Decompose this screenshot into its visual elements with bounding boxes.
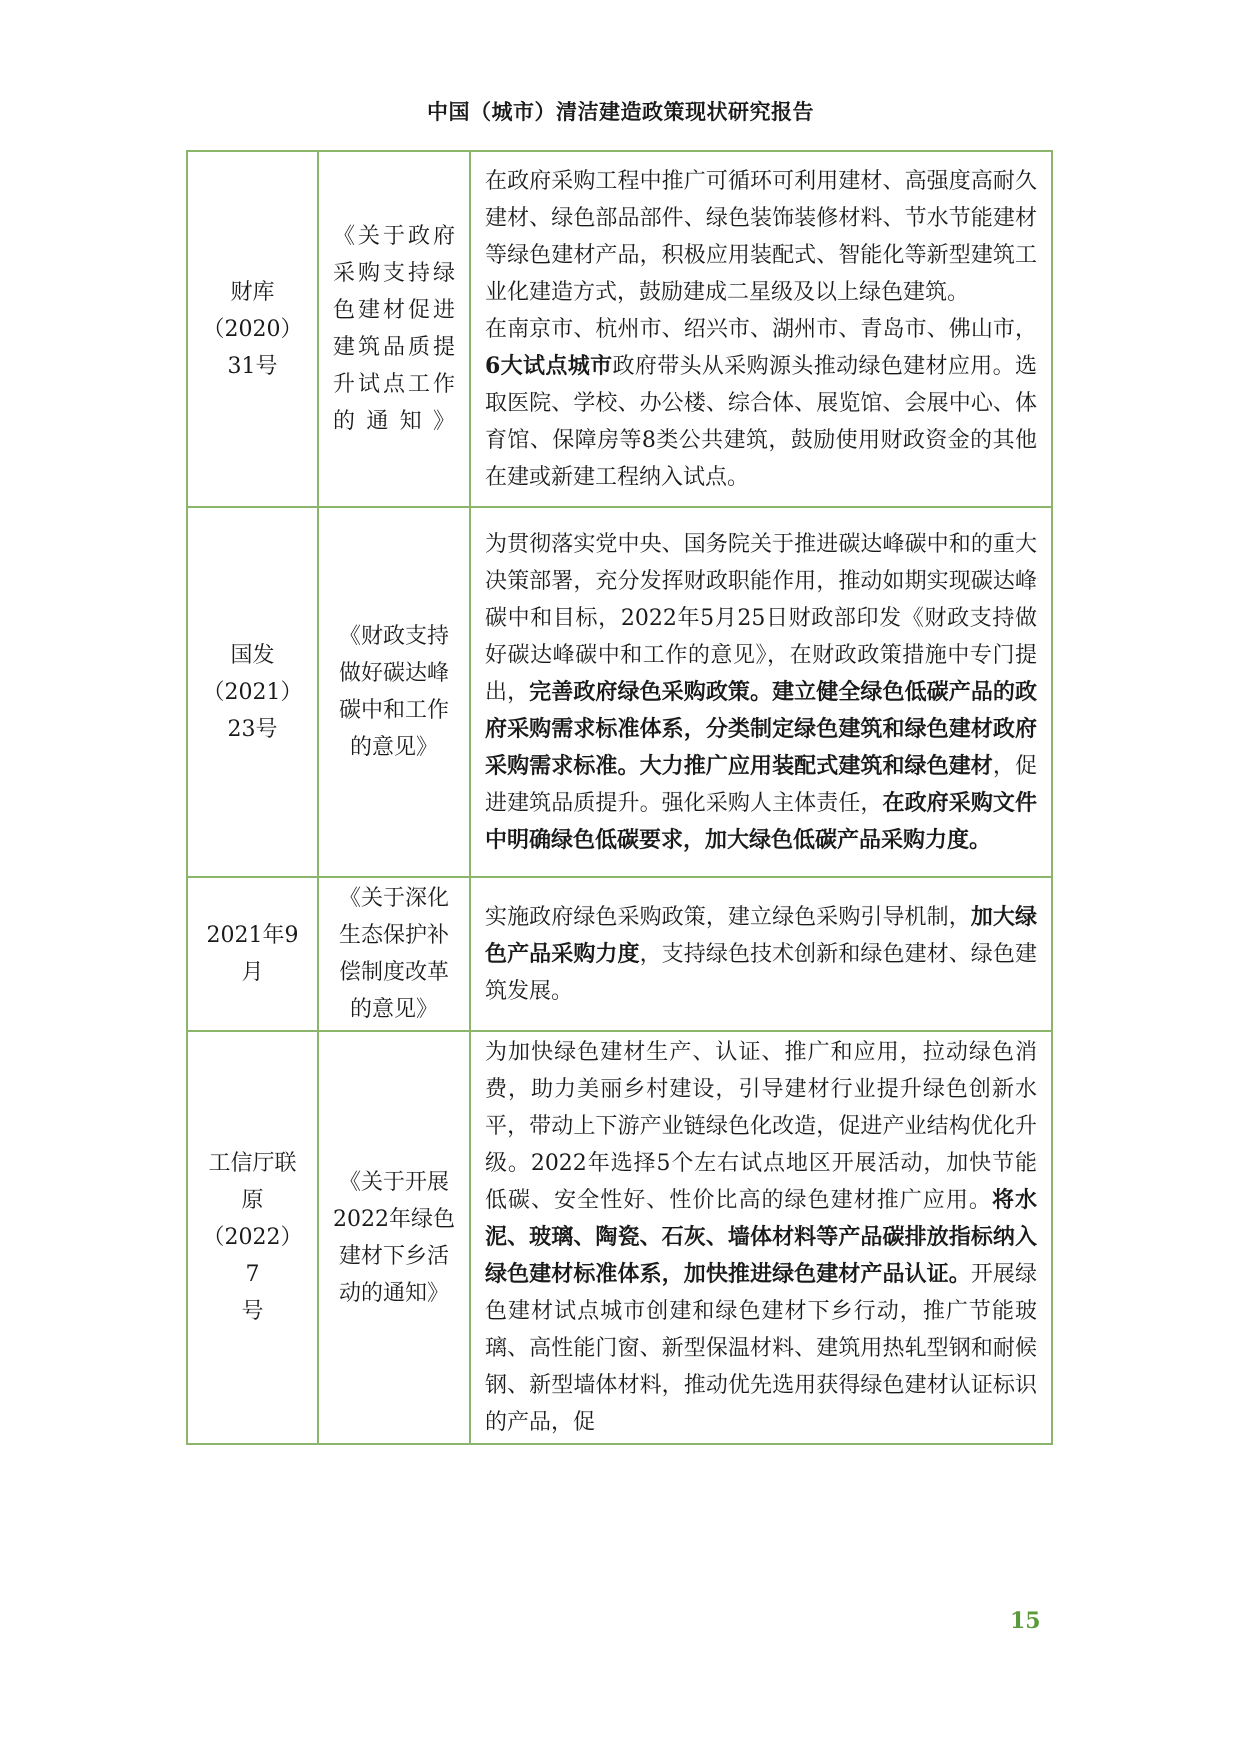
content-text: 实施政府绿色采购政策，建立绿色采购引导机制， (485, 904, 971, 930)
doc-number-line: 号 (241, 1299, 264, 1324)
content-cell (470, 151, 1052, 507)
page-number: 15 (1010, 1608, 1041, 1634)
content-cell (470, 1031, 1052, 1444)
table-row (187, 1031, 1052, 1444)
doc-number-line: 国发 (230, 642, 275, 668)
content-bold-text: 将水泥、玻璃、陶瓷、石灰、墙体材料等产品碳排放指标纳入绿色建材标准体系，加快推进绿色建材产品认证。 (485, 1187, 1037, 1287)
doc-title-cell: 《财政支持做好碳达峰碳中和工作的意见》 (318, 507, 470, 877)
table-row (187, 151, 1052, 507)
content-text: 为贯彻落实党中央、国务院关于推进碳达峰碳中和的重大决策部署，充分发挥财政职能作用，推动如期实现碳达峰碳中和目标，2022年5月25日财政部印发《财政支持做好碳达峰碳中和工作的意见》，在财政政策措施中专门提出， (485, 531, 1037, 705)
doc-title-cell: 《关于深化生态保护补偿制度改革的意见》 (318, 877, 470, 1031)
content-bold-text: 在政府采购文件中明确绿色低碳要求，加大绿色低碳产品采购力度。 (485, 789, 1037, 853)
doc-number-cell (187, 151, 318, 507)
content-cell (470, 877, 1052, 1031)
doc-title-cell: 《关于政府采购支持绿色建材促进建筑品质提升试点工作的通知》 (318, 151, 470, 507)
doc-number-line: 2021年9 (206, 923, 299, 948)
content-paragraph (485, 899, 1037, 1010)
policy-table (186, 150, 1053, 1445)
content-bold-text: 加大绿色产品采购力度 (485, 903, 1037, 967)
content-paragraph (485, 163, 1037, 311)
page-header-title: 中国（城市）清洁建造政策现状研究报告 (427, 100, 814, 124)
doc-title-cell: 《关于开展2022年绿色建材下乡活动的通知》 (318, 1031, 470, 1444)
content-text: 为加快绿色建材生产、认证、推广和应用，拉动绿色消费，助力美丽乡村建设，引导建材行业提升绿色创新水平，带动上下游产业链绿色化改造，促进产业结构优化升级。2022年选择5个左右试点地区开展活动，加快节能低碳、安全性好、性价比高的绿色建材推广应用。 (485, 1040, 1037, 1213)
doc-number-line: 原 (241, 1188, 264, 1213)
doc-number-cell (187, 1031, 318, 1444)
content-text: 开展绿色建材试点城市创建和绿色建材下乡行动，推广节能玻璃、高性能门窗、新型保温材料、建筑用热轧型钢和耐候钢、新型墙体材料，推动优先选用获得绿色建材认证标识的产品，促 (485, 1262, 1037, 1435)
doc-number-line: 月 (241, 960, 264, 985)
content-bold-text: 完善政府绿色采购政策。建立健全绿色低碳产品的政府采购需求标准体系，分类制定绿色建筑和绿色建材政府采购需求标准。大力推广应用装配式建筑和绿色建材 (485, 678, 1037, 779)
doc-number-cell (187, 877, 318, 1031)
content-text: ，支持绿色技术创新和绿色建材、绿色建筑发展。 (485, 941, 1037, 1004)
content-bold-text: 6大试点城市 (485, 352, 613, 379)
doc-number-cell (187, 507, 318, 877)
doc-number-line: （2021） (202, 679, 303, 705)
doc-number-line: 31号 (227, 353, 278, 379)
doc-number-line: 财库 (230, 279, 275, 305)
content-text: 在政府采购工程中推广可循环可利用建材、高强度高耐久建材、绿色部品部件、绿色装饰装修材料、节水节能建材等绿色建材产品，积极应用装配式、智能化等新型建筑工业化建造方式，鼓励建成二星级及以上绿色建筑。 (485, 168, 1037, 305)
content-paragraph (485, 526, 1037, 859)
content-text: 政府带头从采购源头推动绿色建材应用。选取医院、学校、办公楼、综合体、展览馆、会展中心、体育馆、保障房等8类公共建筑，鼓励使用财政资金的其他在建或新建工程纳入试点。 (485, 353, 1037, 490)
doc-number-line: 23号 (227, 716, 278, 742)
content-paragraph (485, 311, 1037, 496)
doc-number-line: 工信厅联 (208, 1151, 297, 1176)
content-paragraph (485, 1034, 1037, 1441)
table-row (187, 877, 1052, 1031)
doc-number-line: （2020） (202, 316, 303, 342)
content-text: ，促进建筑品质提升。强化采购人主体责任， (485, 753, 1037, 816)
table-row (187, 507, 1052, 877)
content-cell (470, 507, 1052, 877)
content-text: 在南京市、杭州市、绍兴市、湖州市、青岛市、佛山市， (485, 316, 1037, 342)
doc-number-line: （2022）7 (202, 1225, 303, 1287)
